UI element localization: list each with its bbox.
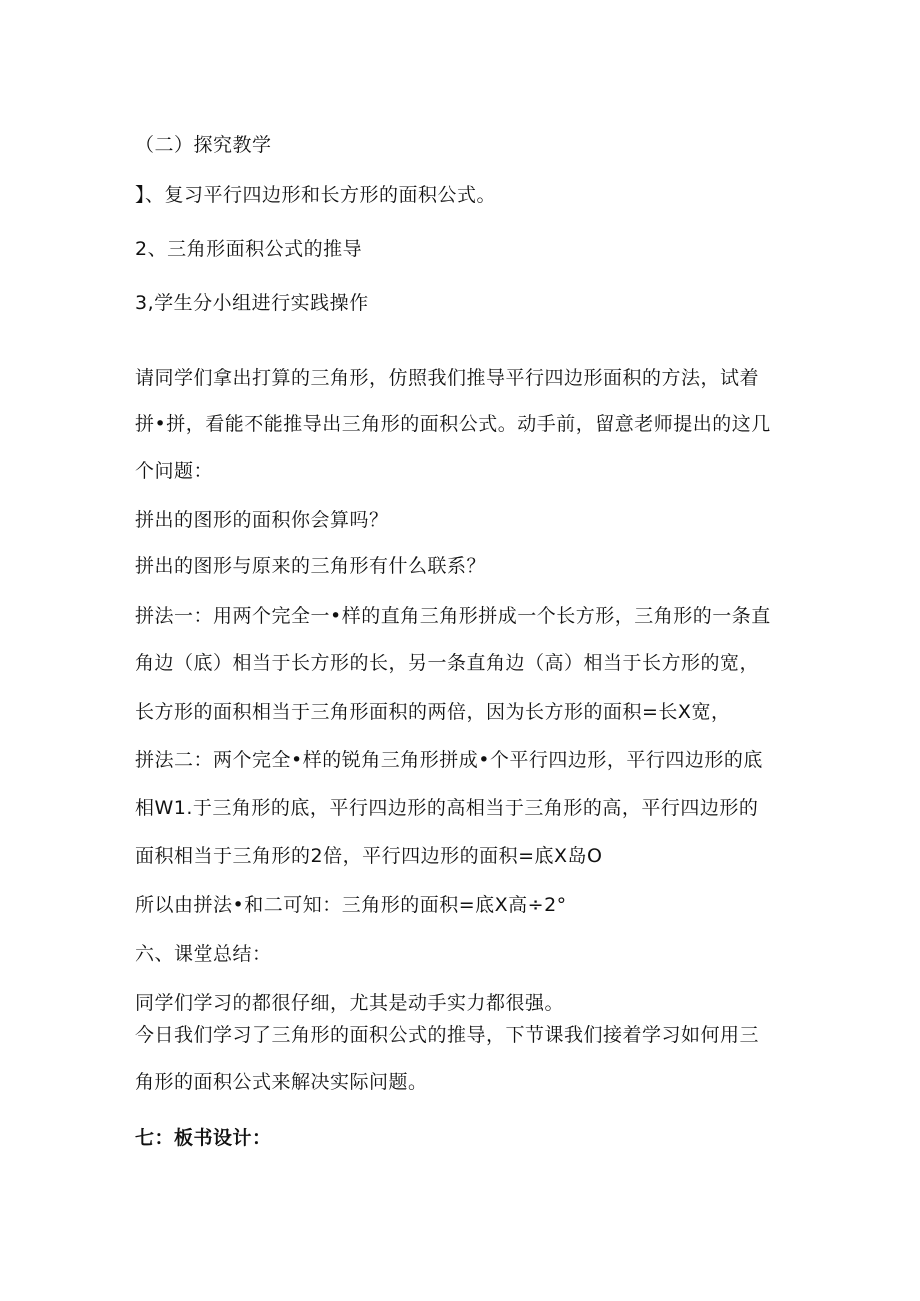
step-3-group-practice: 3,学生分小组进行实践操作 (135, 292, 369, 314)
summary-line-2: 今日我们学习了三角形的面积公式的推导，下节课我们接着学习如何用三 (135, 1024, 760, 1046)
method-2-line-2: 相W1.于三角形的底，平行四边形的高相当于三角形的高，平行四边形的 (135, 797, 759, 819)
summary-line-1: 同学们学习的都很仔细，尤其是动手实力都很强。 (135, 992, 565, 1014)
step-1-review-formulas: 】、复习平行四边形和长方形的面积公式。 (135, 184, 497, 206)
question-1: 拼出的图形的面积你会算吗？ (135, 509, 389, 531)
section-heading-inquiry-teaching: （二）探究教学 (135, 134, 272, 156)
instruction-paragraph-line-1: 请同学们拿出打算的三角形，仿照我们推导平行四边形面积的方法，试着 (135, 367, 760, 389)
section-heading-board-design: 七：板书设计： (135, 1127, 272, 1149)
instruction-paragraph-line-2: 拼•拼，看能不能推导出三角形的面积公式。动手前，留意老师提出的这几 (135, 413, 771, 435)
step-2-triangle-derivation: 2、三角形面积公式的推导 (135, 238, 363, 260)
instruction-paragraph-line-3: 个问题： (135, 460, 214, 482)
method-1-line-2: 角边（底）相当于长方形的长，另一条直角边（高）相当于长方形的宽， (135, 652, 760, 674)
method-2-line-1: 拼法二：两个完全•样的锐角三角形拼成•个平行四边形，平行四边形的底 (135, 749, 763, 771)
question-2: 拼出的图形与原来的三角形有什么联系？ (135, 555, 487, 577)
section-heading-summary: 六、课堂总结： (135, 943, 272, 965)
method-1-line-1: 拼法一：用两个完全一•样的直角三角形拼成一个长方形，三角形的一条直 (135, 605, 771, 627)
summary-line-3: 角形的面积公式来解决实际问题。 (135, 1071, 428, 1093)
method-1-line-3: 长方形的面积相当于三角形面积的两倍，因为长方形的面积=长X宽， (135, 701, 731, 723)
method-2-line-3: 面积相当于三角形的2倍，平行四边形的面积=底X岛O (135, 845, 603, 867)
conclusion-formula: 所以由拼法•和二可知：三角形的面积=底X高÷2° (135, 894, 567, 916)
